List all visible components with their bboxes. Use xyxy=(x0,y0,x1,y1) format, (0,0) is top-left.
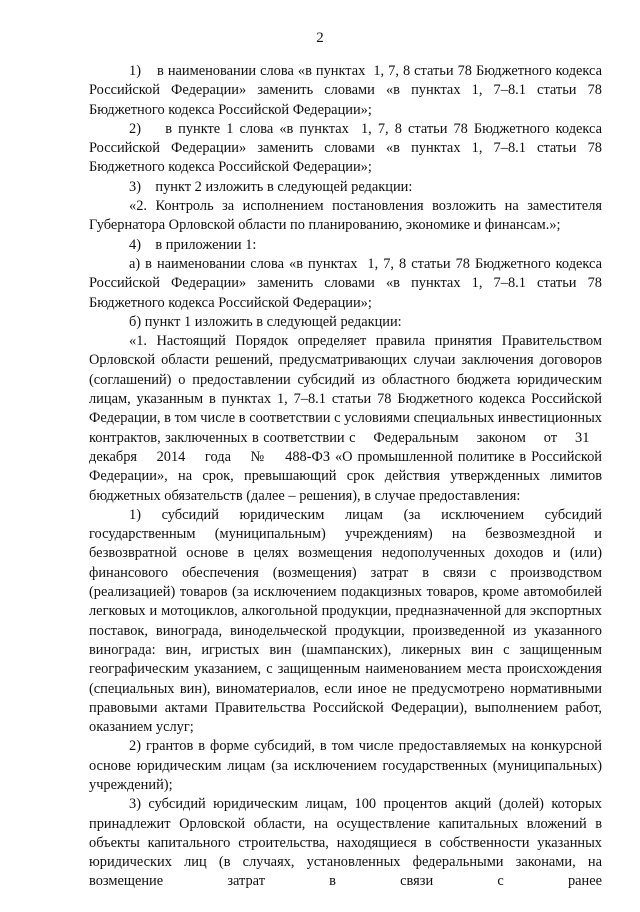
paragraph-list-item-1: 1) субсидий юридическим лицам (за исключением субсидий государственным (муниципальным) учреждениям) на безвозмездной и безвозвратной основе в целях возмещения недополученных доходов и (или) финансового обеспечения (возмещения) затрат в связи с производством (реализацией) товаров (за исключением подакцизных товаров, кроме автомобилей легковых и мотоциклов, алкогольной продукции, предназначенной для экспортных поставок, винограда, винодельческой продукции, произведенной из указанного винограда: вин, игристых вин (шампанских), ликерных вин с защищенным географическим указанием, с защищенным наименованием места происхождения (специальных вин), виноматериалов, если иное не предусмотрено нормативными правовыми актами Правительства Российской Федерации), выполнением работ, оказанием услуг; xyxy=(89,506,602,736)
paragraph-subitem-b: б) пункт 1 изложить в следующей редакции: xyxy=(129,313,402,330)
paragraph-list-item-2: 2) грантов в форме субсидий, в том числе предоставляемых на конкурсной основе юридическим лицам (за исключением государственных (муниципальных) учреждений); xyxy=(89,738,602,793)
paragraph-amendment-1: 1) в наименовании слова «в пунктах 1, 7, 8 статьи 78 Бюджетного кодекса Российской Федерации» заменить словами «в пунктах 1, 7–8.1 статьи 78 Бюджетного кодекса Российской Федерации»; xyxy=(89,63,602,118)
paragraph-amendment-4: 4) в приложении 1: xyxy=(129,236,257,253)
paragraph-amendment-3: 3) пункт 2 изложить в следующей редакции: xyxy=(129,178,413,195)
paragraph-list-item-3: 3) субсидий юридическим лицам, 100 процентов акций (долей) которых принадлежит Орловской области, на осуществление капитальных вложений в объекты капитального строительства, находящиеся в собственности указанных юридических лиц (в случаях, установленных федеральными законами, на возмещение затрат в связи с ранее xyxy=(89,796,602,890)
document-body xyxy=(89,62,602,892)
paragraph-amendment-2: 2) в пункте 1 слова «в пунктах 1, 7, 8 статьи 78 Бюджетного кодекса Российской Федерации» заменить словами «в пунктах 1, 7–8.1 статьи 78 Бюджетного кодекса Российской Федерации»; xyxy=(89,120,602,176)
paragraph-new-item-2: «2. Контроль за исполнением постановления возложить на заместителя Губернатора Орловской области по планированию, экономике и финансам.»; xyxy=(89,198,602,234)
paragraph-subitem-a: а) в наименовании слова «в пунктах 1, 7, 8 статьи 78 Бюджетного кодекса Российской Федерации» заменить словами «в пунктах 1, 7–8.1 статьи 78 Бюджетного кодекса Российской Федерации»; xyxy=(89,255,602,311)
paragraph-new-item-1: «1. Настоящий Порядок определяет правила принятия Правительством Орловской области решений, предусматривающих случаи заключения договоров (соглашений) о предоставлении субсидий из областного бюджета юридическим лицам, указанным в пунктах 1, 7–8.1 статьи 78 Бюджетного кодекса Российской Федерации, в том числе в соответствии с условиями специальных инвестиционных контрактов, заключенных в соответствии с Федеральным законом от 31 декабря 2014 года № 488-ФЗ «О промышленной политике в Российской Федерации», на срок, превышающий срок действия утвержденных лимитов бюджетных обязательств (далее – решения), в случае предоставления: xyxy=(89,333,602,504)
page-number: 2 xyxy=(316,30,324,46)
